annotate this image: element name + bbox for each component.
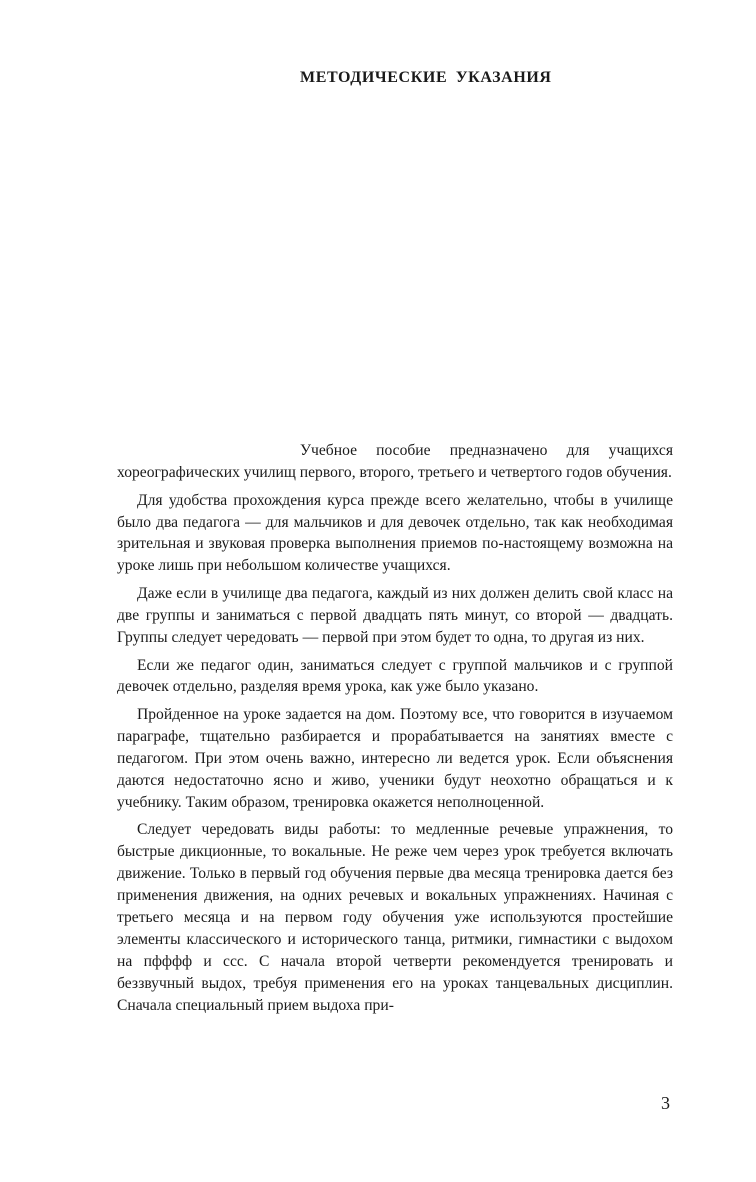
paragraph-1: Учебное пособие предназначено для учащихся хореографических училищ первого, второго, третьего и четвертого годов обучения. bbox=[117, 442, 673, 481]
paragraph-2: Для удобства прохождения курса прежде всего желательно, чтобы в училище было два педагога — для мальчиков и для девочек отдельно, так как необходимая зрительная и звуковая проверка выполнения приемов по-настоящему возможна на уроке лишь при небольшом количестве учащихся. bbox=[117, 491, 673, 575]
body-text bbox=[117, 440, 673, 1022]
paragraph-6: Следует чередовать виды работы: то медленные речевые упражнения, то быстрые дикционные, то вокальные. Не реже чем через урок требуется включать движение. Только в первый год обучения первые два месяца тренировка дается без применения движения, на одних речевых и вокальных упражнениях. Начиная с третьего месяца и на первом году обучения уже используются простейшие элементы классического и исторического танца, ритмики, гимнастики с выдохом на пфффф и ссс. С начала второй четверти рекомендуется тренировать и беззвучный выдох, требуя применения его на уроках танцевальных дисциплин. Сначала специальный прием выдоха при- bbox=[117, 821, 673, 1014]
paragraph-4: Если же педагог один, заниматься следует с группой мальчиков и с группой девочек отдельно, разделяя время урока, как уже было указано. bbox=[117, 656, 673, 696]
page-number: 3 bbox=[661, 1093, 670, 1113]
paragraph-3: Даже если в училище два педагога, каждый из них должен делить свой класс на две группы и заниматься с первой двадцать пять минут, со второй — двадцать. Группы следует чередовать — первой при этом будет то одна, то другая из них. bbox=[117, 585, 673, 646]
paragraph-5: Пройденное на уроке задается на дом. Поэтому все, что говорится в изучаемом параграфе, тщательно разбирается и прорабатывается на занятиях вместе с педагогом. При этом очень важно, интересно ли ведется урок. Если объяснения даются недостаточно ясно и живо, ученики будут неохотно обращаться и к учебнику. Таким образом, тренировка окажется неполноценной. bbox=[117, 706, 673, 811]
page-title: МЕТОДИЧЕСКИЕ УКАЗАНИЯ bbox=[300, 69, 552, 86]
